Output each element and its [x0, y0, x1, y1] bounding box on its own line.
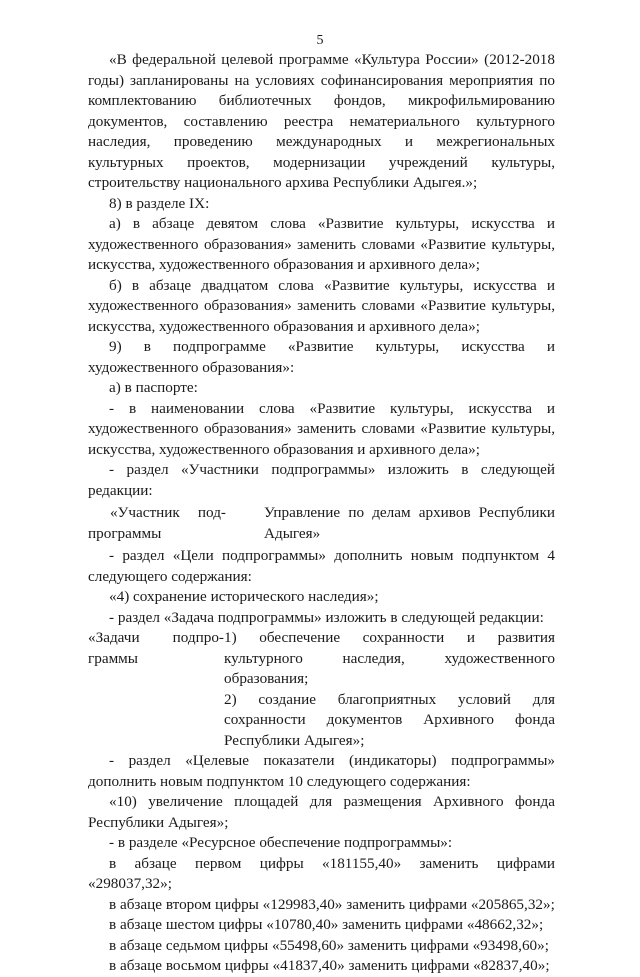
paragraph: в абзаце шестом цифры «10780,40» заменить цифрами «48662,32»; [109, 916, 544, 933]
participants-table [88, 503, 555, 544]
tasks-table-label [88, 628, 224, 751]
label-line: граммы [88, 649, 138, 667]
paragraph: 9) в подпрограмме «Развитие культуры, искусства и художественного образования»: [88, 338, 555, 376]
paragraph: в абзаце втором цифры «129983,40» заменить цифрами «205865,32»; [109, 895, 555, 913]
paragraph: - раздел «Задача подпрограммы» изложить в следующей редакции: [109, 608, 544, 626]
paragraph: в абзаце седьмом цифры «55498,60» заменить цифрами «93498,60»; [109, 936, 549, 954]
paragraph: в абзаце первом цифры «181155,40» заменить цифрами «298037,32»; [88, 854, 555, 892]
paragraph: - раздел «Цели подпрограммы» дополнить новым подпунктом 4 следующего содержания: [88, 547, 555, 585]
page-number: 5 [316, 33, 324, 48]
label-word: подпро- [172, 629, 224, 646]
document-body [88, 50, 555, 977]
task-item: 1) обеспечение сохранности и развития культурного наследия, художественного образования; [224, 629, 555, 687]
tasks-table-value [224, 628, 555, 751]
participants-table-value: Управление по делам архивов Республики Адыгея» [264, 504, 555, 542]
paragraph: - в разделе «Ресурсное обеспечение подпрограммы»: [109, 834, 453, 851]
paragraph: - раздел «Целевые показатели (индикаторы) подпрограммы» дополнить новым подпунктом 10 следующего содержания: [88, 752, 555, 790]
paragraph: «10) увеличение площадей для размещения Архивного фонда Республики Адыгея»; [88, 793, 555, 831]
paragraph: - раздел «Участники подпрограммы» изложить в следующей редакции: [88, 461, 555, 499]
paragraph: 8) в разделе IX: [109, 194, 210, 212]
paragraph: а) в паспорте: [109, 379, 198, 396]
tasks-table [88, 628, 555, 751]
label-line: программы [88, 524, 162, 542]
paragraph: - в наименовании слова «Развитие культуры, искусства и художественного образования» заменить словами «Развитие культуры, искусства, художественного образования и архивного дела»; [88, 399, 555, 458]
paragraph: б) в абзаце двадцатом слова «Развитие культуры, искусства и художественного образования» заменить словами «Развитие культуры, искусства, художественного образования и архивного дела»; [88, 276, 555, 335]
label-word: «Задачи [88, 629, 140, 646]
paragraph: «В федеральной целевой программе «Культура России» (2012-2018 годы) запланированы на условиях софинансирования мероприятия по комплектованию библиотечных фондов, микрофильмированию документов, составлению реестра нематериального культурного наследия, проведению международных и межрегиональных культурных проектов, модернизации учреждений культуры, строительству национального архива Республики Адыгея.»; [88, 51, 555, 191]
paragraph: в абзаце восьмом цифры «41837,40» заменить цифрами «82837,40»; [109, 957, 550, 974]
participants-table-label [88, 503, 264, 544]
label-word: «Участник [110, 504, 180, 521]
task-item: 2) создание благоприятных условий для сохранности документов Архивного фонда Республики Адыгея»; [224, 690, 555, 749]
label-word: под- [197, 504, 226, 521]
paragraph: «4) сохранение исторического наследия»; [109, 588, 379, 605]
paragraph: а) в абзаце девятом слова «Развитие культуры, искусства и художественного образования» заменить словами «Развитие культуры, искусства, художественного образования и архивного дела»; [88, 215, 555, 273]
